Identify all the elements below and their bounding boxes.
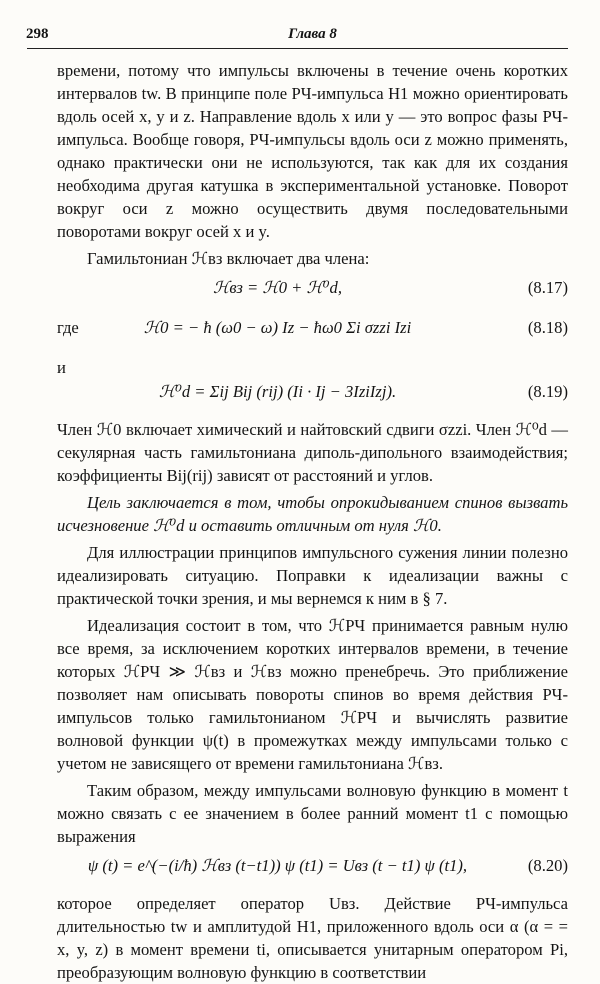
equation-body: ψ (t) = e^(−(i/ħ) ℋвз (t−t1)) ψ (t1) = Uвз (t − t1) ψ (t1), bbox=[87, 856, 468, 875]
equation-8-19 bbox=[57, 374, 568, 414]
paragraph-2: Гамильтониан ℋвз включает два члена: bbox=[87, 249, 370, 268]
and-label: и bbox=[57, 358, 66, 377]
equation-number: (8.20) bbox=[527, 856, 568, 875]
equation-number: (8.19) bbox=[527, 382, 568, 401]
where-label: где bbox=[57, 318, 79, 337]
paragraph-6: Идеализация состоит в том, что ℋРЧ принимается равным нулю все время, за исключением коротких интервалов времени, в течение которых ℋРЧ ≫ ℋвз и ℋвз можно пренебречь. Это приближение позволяет нам описывать повороты спинов во время действия РЧ-импульсов только гамильтонианом ℋРЧ и вычислять развитие волновой функции ψ(t) в промежутках между импульсами только с учетом не зависящего от времени гамильтониана ℋвз. bbox=[57, 616, 568, 773]
equation-body: ℋвз = ℋ0 + ℋ⁰d, bbox=[212, 278, 343, 297]
header-rule bbox=[27, 48, 568, 49]
paragraph-7: Таким образом, между импульсами волновую функцию в момент t можно связать с ее значением в более ранний момент t1 с помощью выражения bbox=[57, 781, 568, 846]
equation-body: ℋ0 = − ħ (ω0 − ω) Iz − ħω0 Σi σzzi Izi bbox=[143, 318, 412, 337]
paragraph-4: Цель заключается в том, чтобы опрокидыванием спинов вызвать исчезновение ℋ⁰d и оставить отличным от нуля ℋ0. bbox=[57, 493, 568, 535]
equation-number: (8.18) bbox=[527, 318, 568, 337]
paragraph-3: Член ℋ0 включает химический и найтовский сдвиги σzzi. Член ℋ⁰d — секулярная часть гамильтониана диполь-дипольного взаимодействия; коэффициенты Bij(rij) зависят от расстояний и углов. bbox=[57, 420, 568, 485]
chapter-title: Глава 8 bbox=[288, 26, 337, 42]
equation-8-20 bbox=[57, 848, 568, 892]
paragraph-5: Для иллюстрации принципов импульсного сужения линии полезно идеализировать ситуацию. Поправки к идеализации важны с практической точки зрения, и мы вернемся к ним в § 7. bbox=[57, 543, 568, 608]
and-line bbox=[57, 350, 568, 377]
page-header bbox=[26, 20, 568, 44]
equation-number: (8.17) bbox=[527, 278, 568, 297]
page-number: 298 bbox=[26, 26, 49, 42]
equation-body: ℋ⁰d = Σij Bij (rij) (Ii · Ij − 3IziIzj). bbox=[158, 382, 397, 401]
equation-8-17 bbox=[57, 270, 568, 310]
equation-8-18 bbox=[57, 310, 568, 350]
paragraph-1: времени, потому что импульсы включены в течение очень коротких интервалов tw. В принципе поле РЧ-импульса H1 можно ориентировать вдоль осей x, y и z. Направление вдоль x или y — это вопрос фазы РЧ-импульса. Вообще говоря, РЧ-импульсы вдоль оси z можно применять, однако практически они не используются, так как для их создания необходима другая катушка в экспериментальной установке. Поворот вокруг оси z можно осуществить двумя последовательными поворотами вокруг осей x и y. bbox=[57, 61, 568, 241]
paragraph-8: которое определяет оператор Uвз. Действие РЧ-импульса длительностью tw и амплитудой H1, приложенного вдоль оси α (α = = x, y, z) в момент времени ti, описывается унитарным оператором Pi, преобразующим волновую функцию в соответствии bbox=[57, 894, 568, 982]
